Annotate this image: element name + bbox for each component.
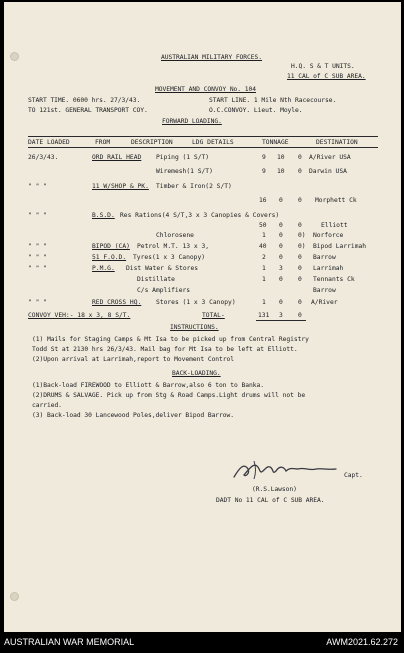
row-from: 11 W/SHOP & PK.	[92, 183, 149, 190]
row-dest: A/River USA	[309, 154, 351, 161]
to-unit: TO 121st. GENERAL TRANSPORT COY.	[28, 107, 148, 114]
row-qr: 0	[298, 299, 302, 306]
start-line: START LINE. 1 Mile Nth Racecourse.	[209, 97, 337, 104]
row-tons: 1	[262, 276, 266, 283]
col-from: FROM	[95, 139, 111, 146]
row-tons: 2	[262, 254, 266, 261]
row-desc: Wiremesh(1 S/T)	[156, 168, 213, 175]
row-cwt: 10	[277, 168, 285, 175]
row-qr: 0	[298, 276, 302, 283]
convoy-vehicles: CONVOY VEH:- 18 x 3, 8 S/T.	[28, 312, 131, 319]
row-from: B.S.D.	[92, 212, 115, 219]
row-qr: 0)	[298, 243, 306, 250]
row-cwt: 0	[279, 254, 283, 261]
row-cwt: 0	[279, 243, 283, 250]
row-tons: 1	[262, 299, 266, 306]
row-dest: Elliott	[321, 222, 348, 229]
row-desc: Stores (1 x 3 Canopy)	[156, 299, 236, 306]
row-desc: Piping (1 S/T)	[156, 154, 210, 161]
row-tons: 1	[262, 265, 266, 272]
row-desc: Res Rations(4 S/T,3 x 3 Canopies & Covers)	[120, 212, 280, 219]
row-dest: Morphett Ck	[315, 197, 357, 204]
row-qr: 0	[298, 254, 302, 261]
signature-title: DADT No 11 CAL of C SUB AREA.	[216, 497, 325, 504]
backloading-line: (3) Back-load 30 Lancewood Poles,deliver Bipod Barrow.	[32, 412, 235, 419]
footer-institution: AUSTRALIAN WAR MEMORIAL	[4, 637, 135, 647]
row-tons: 9	[262, 154, 266, 161]
instruction-line: (1) Mails for Staging Camps & Mt Isa to be picked up from Central Registry	[32, 336, 309, 343]
backloading-line: (1)Back-load FIREWOOD to Elliott & Barrow,also 6 ton to Banka.	[32, 382, 264, 389]
total-underline	[256, 320, 306, 321]
backloading-line: carried.	[32, 402, 62, 409]
col-ldg-details: LDG DETAILS	[192, 139, 234, 146]
row-qr: 0	[298, 197, 302, 204]
row-desc: Tyres(1 x 3 Canopy)	[133, 254, 206, 261]
row-desc: Petrol M.T. 13 x 3,	[137, 243, 210, 250]
backloading-line: (2)DRUMS & SALVAGE. Pick up from Stg & Road Camps.Light drums will not be	[32, 392, 306, 399]
row-date: 26/3/43.	[28, 154, 59, 161]
table-top-rule	[28, 136, 378, 137]
row-cwt: 3	[279, 265, 283, 272]
row-tons: 1	[262, 232, 266, 239]
signature-name: (R.S.Lawson)	[252, 486, 297, 493]
oc-convoy: O.C.CONVOY. Lieut. Moyle.	[209, 107, 303, 114]
row-dest: Barrow	[313, 287, 336, 294]
row-dest: Larrimah	[313, 265, 344, 272]
row-dest: Bipod Larrimah	[313, 243, 367, 250]
unit-line-1: H.Q. S & T UNITS.	[291, 63, 355, 70]
row-date: " " "	[28, 212, 47, 219]
row-date: " " "	[28, 265, 47, 272]
row-desc: Dist Water & Stores	[126, 265, 199, 272]
row-cwt: 0	[279, 299, 283, 306]
row-cwt: 0	[279, 222, 283, 229]
total-label: TOTAL-	[202, 312, 225, 319]
row-dest: Darwin USA	[309, 168, 347, 175]
row-tons: 50	[259, 222, 267, 229]
row-qr: 0	[298, 168, 302, 175]
row-desc: Chlorosene	[156, 232, 194, 239]
punch-hole	[10, 52, 19, 61]
row-desc: Distillate	[137, 276, 175, 283]
total-qr: 0	[298, 312, 302, 319]
start-time: START TIME. 0600 hrs. 27/3/43.	[28, 97, 141, 104]
total-cwt: 3	[279, 312, 283, 319]
row-date: " " "	[28, 243, 47, 250]
row-cwt: 10	[277, 154, 285, 161]
row-cwt: 0	[279, 197, 283, 204]
row-from: BIPOD (CA)	[92, 243, 130, 250]
row-qr: 0	[298, 154, 302, 161]
row-from: ORD RAIL HEAD	[92, 154, 142, 161]
footer-bar	[0, 632, 404, 653]
row-cwt: 0	[279, 276, 283, 283]
col-tonnage: TONNAGE	[262, 139, 289, 146]
footer-accession-number: AWM2021.62.272	[326, 637, 398, 647]
row-tons: 40	[259, 243, 267, 250]
row-dest: Norforce	[313, 232, 344, 239]
row-date: " " "	[28, 299, 47, 306]
row-cwt: 0	[279, 232, 283, 239]
punch-hole	[10, 592, 19, 601]
signature-rank: Capt.	[344, 472, 363, 479]
col-description: DESCRIPTION	[131, 139, 173, 146]
backloading-heading: BACK-LOADING.	[172, 370, 221, 377]
document-title: MOVEMENT AND CONVOY No. 104	[155, 86, 257, 93]
handwritten-signature	[232, 457, 344, 483]
col-date: DATE LOADED	[28, 139, 70, 146]
instruction-line: (2)Upon arrival at Larrimah,report to Movement Control	[32, 356, 235, 363]
row-date: " " "	[28, 254, 47, 261]
row-from: 51 F.O.D.	[92, 254, 127, 261]
row-desc: Timber & Iron(2 S/T)	[156, 183, 232, 190]
row-from: P.M.G.	[92, 265, 115, 272]
org-heading: AUSTRALIAN MILITARY FORCES.	[161, 54, 263, 61]
row-dest: Barrow	[313, 254, 336, 261]
forward-loading-heading: FORWARD LOADING.	[162, 118, 222, 125]
instruction-line: Todd St at 2130 hrs 26/3/43. Mail bag for Mt Isa to be left at Elliott.	[32, 346, 298, 353]
row-dest: Tennants Ck	[313, 276, 355, 283]
instructions-heading: INSTRUCTIONS.	[170, 324, 219, 331]
row-from: RED CROSS HQ.	[92, 299, 142, 306]
row-dest: A/River	[311, 299, 338, 306]
row-qr: 0)	[298, 232, 306, 239]
row-tons: 9	[262, 168, 266, 175]
row-qr: 0	[298, 222, 302, 229]
table-header-rule	[28, 147, 378, 148]
row-tons: 16	[259, 197, 267, 204]
row-qr: 0	[298, 265, 302, 272]
col-destination: DESTINATION	[316, 139, 358, 146]
row-date: " " "	[28, 183, 47, 190]
document-page	[4, 2, 401, 632]
total-tons: 131	[258, 312, 270, 319]
unit-line-2: 11 CAL of C SUB AREA.	[287, 73, 366, 80]
row-desc: C/s Amplifiers	[137, 287, 191, 294]
